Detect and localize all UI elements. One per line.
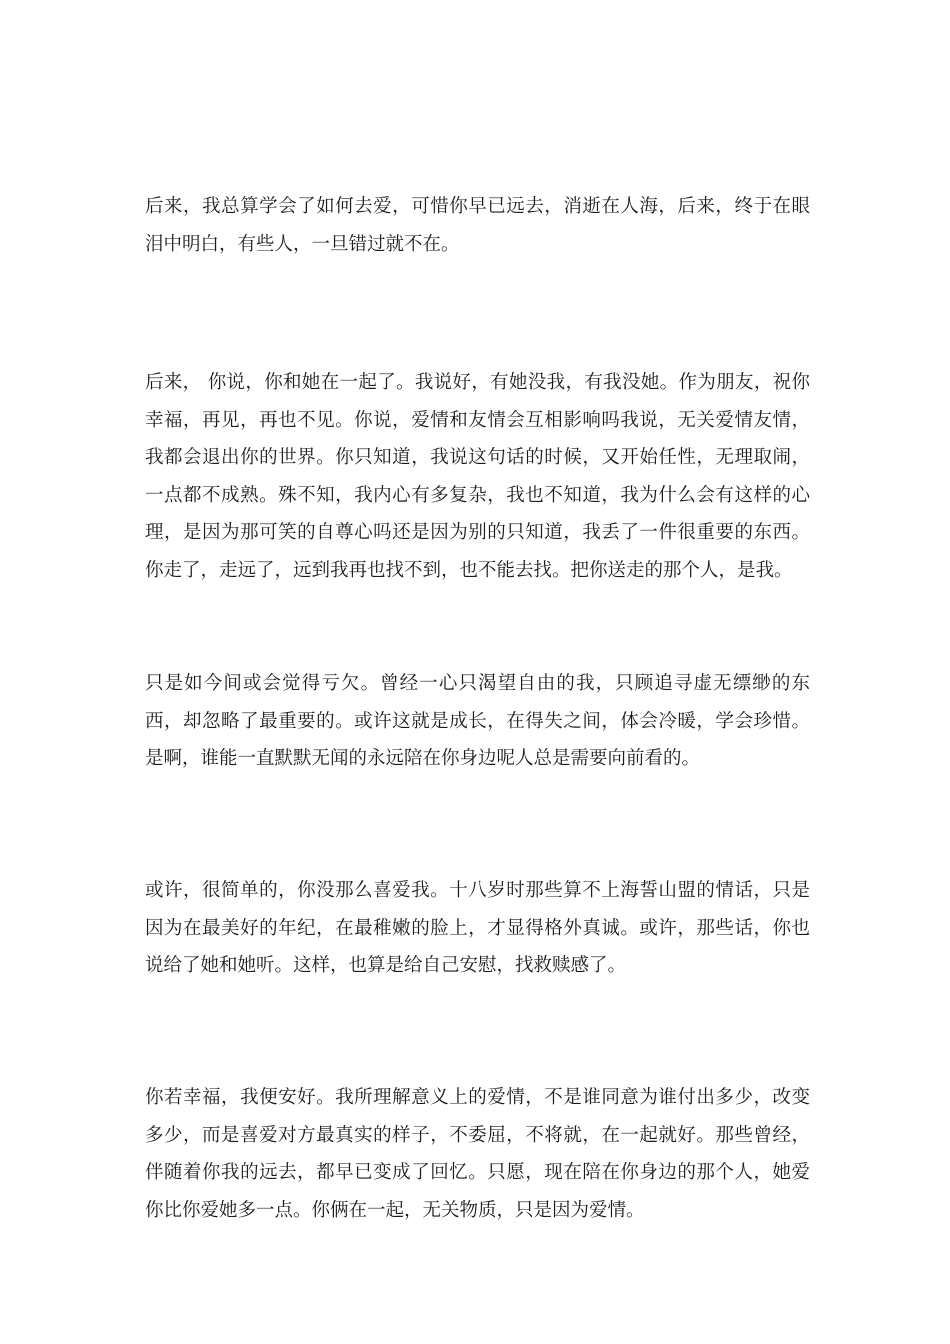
paragraph-4: 或许，很简单的，你没那么喜爱我。十八岁时那些算不上海誓山盟的情话，只是因为在最美好的年纪，在最稚嫩的脸上，才显得格外真诚。或许，那些话，你也说给了她和她听。这样，也算是给自己安慰，找救赎感了。 xyxy=(145,880,810,976)
paragraph-2: 后来， 你说，你和她在一起了。我说好，有她没我，有我没她。作为朋友，祝你幸福，再见，再也不见。你说，爱情和友情会互相影响吗我说，无关爱情友情，我都会退出你的世界。你只知道，我说这句话的时候，又开始任性，无理取闹，一点都不成熟。殊不知，我内心有多复杂，我也不知道，我为什么会有这样的心理，是因为那可笑的自尊心吗还是因为别的只知道，我丢了一件很重要的东西。你走了，走远了，远到我再也找不到，也不能去找。把你送走的那个人，是我。 xyxy=(145,372,810,581)
paragraph-5: 你若幸福，我便安好。我所理解意义上的爱情，不是谁同意为谁付出多少，改变多少，而是喜爱对方最真实的样子，不委屈，不将就，在一起就好。那些曾经，伴随着你我的远去，都早已变成了回忆。只愿，现在陪在你身边的那个人，她爱你比你爱她多一点。你俩在一起，无关物质，只是因为爱情。 xyxy=(145,1087,810,1221)
paragraph-3: 只是如今间或会觉得亏欠。曾经一心只渴望自由的我，只顾追寻虚无缥缈的东西，却忽略了最重要的。或许这就是成长，在得失之间，体会冷暖，学会珍惜。是啊，谁能一直默默无闻的永远陪在你身边呢人总是需要向前看的。 xyxy=(145,673,810,769)
paragraph-1: 后来，我总算学会了如何去爱，可惜你早已远去，消逝在人海，后来，终于在眼泪中明白，有些人，一旦错过就不在。 xyxy=(145,196,810,255)
